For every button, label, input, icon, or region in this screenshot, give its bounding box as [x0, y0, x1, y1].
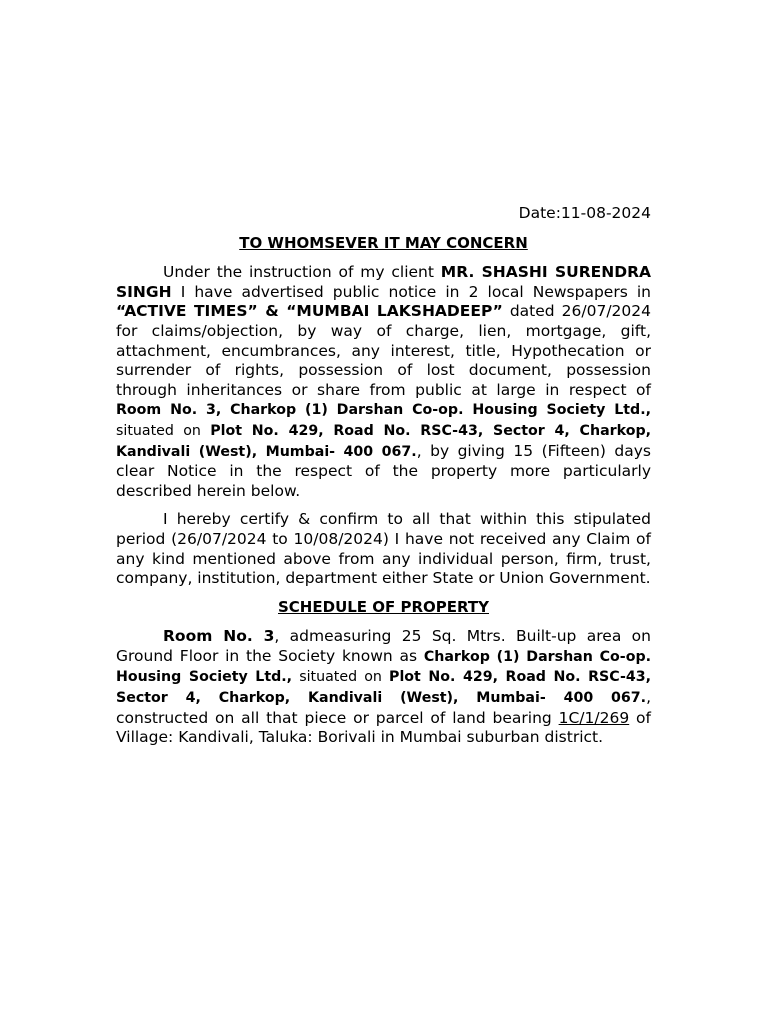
document-page: [116, 204, 651, 757]
room-number: Room No. 3: [163, 627, 275, 646]
schedule-heading: SCHEDULE OF PROPERTY: [278, 597, 489, 616]
property-name: Room No. 3, Charkop (1) Darshan Co-op. Housing Society Ltd.,: [116, 402, 651, 419]
para1-text-4: situated on: [116, 422, 211, 439]
para3-text-2: situated on: [292, 669, 390, 686]
society-name: Charkop (1) Darshan Co-op. Housing Society Ltd.,: [116, 648, 651, 686]
notice-heading: TO WHOMSEVER IT MAY CONCERN: [239, 233, 528, 252]
para3-text-1: , admeasuring 25 Sq. Mtrs. Built-up area on Ground Floor in the Society known as: [116, 627, 651, 665]
property-address: Plot No. 429, Road No. RSC-43, Sector 4, Charkop, Kandivali (West), Mumbai- 400 067.: [116, 422, 651, 460]
notice-paragraph-1: [116, 263, 651, 501]
client-name: MR. SHASHI SURENDRA SINGH: [116, 263, 651, 301]
para3-text-3: , constructed on all that piece or parcel of land bearing: [116, 688, 651, 727]
para1-text-3: dated 26/07/2024 for claims/objection, by way of charge, lien, mortgage, gift, attachment, encumbrances, any interest, title, Hypothecation or surrender of rights, possession of lost document, possession through inheritances or share from public at large in respect of: [116, 302, 651, 399]
notice-date: Date:11-08-2024: [518, 204, 651, 222]
para1-text-5: , by giving 15 (Fifteen) days clear Notice in the respect of the property more particularly described herein below.: [116, 441, 651, 500]
survey-number: 1C/1/269: [558, 708, 630, 727]
para1-text-1: Under the instruction of my client: [163, 263, 441, 282]
para1-text-2: I have advertised public notice in 2 local Newspapers in: [171, 282, 651, 301]
schedule-address: Plot No. 429, Road No. RSC-43, Sector 4, Charkop, Kandivali (West), Mumbai- 400 067.: [116, 669, 651, 707]
newspaper-names: “ACTIVE TIMES” & “MUMBAI LAKSHADEEP”: [116, 302, 503, 321]
notice-paragraph-2: I hereby certify & confirm to all that within this stipulated period (26/07/2024 to 10/08/2024) I have not received any Claim of any kind mentioned above from any individual person, firm, trust, company, institution, department either State or Union Government.: [116, 510, 651, 588]
para3-text-4: of Village: Kandivali, Taluka: Borivali in Mumbai suburban district.: [116, 708, 651, 747]
schedule-paragraph: [116, 627, 651, 748]
